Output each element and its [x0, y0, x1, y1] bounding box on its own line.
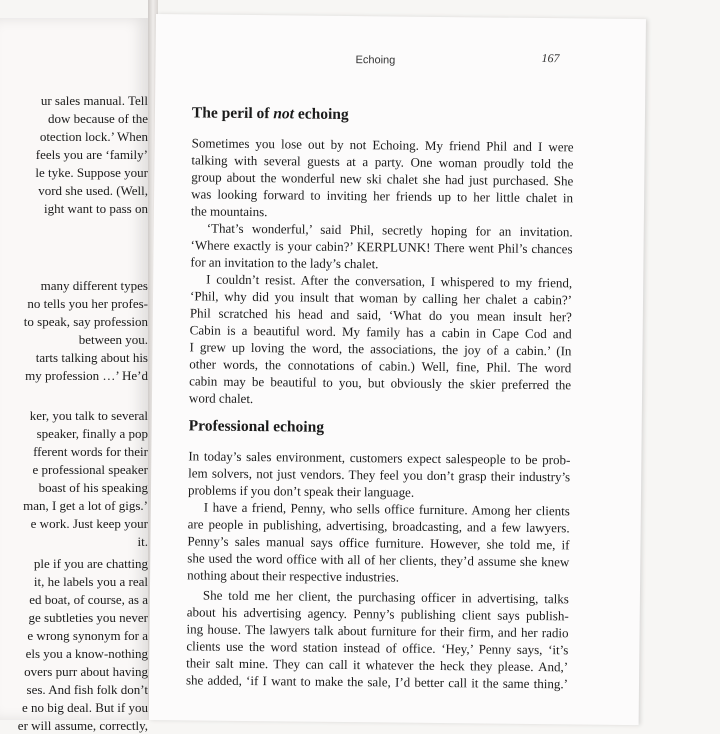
body-line: In today’s sales environment, customers expect salespeople to be prob-	[188, 448, 571, 468]
left-line: e professional speaker	[32, 462, 148, 477]
left-line: er will assume, correctly,	[17, 718, 148, 733]
page-number: 167	[541, 51, 560, 66]
left-line: ed boat, of course, as a	[29, 592, 148, 607]
body-line: I have a friend, Penny, who sells office furniture. Among her clients	[203, 499, 570, 519]
left-line: man, I get a lot of gigs.’	[23, 498, 148, 513]
left-line: vord she used. (Well,	[38, 183, 148, 198]
section-heading-professional: Professional echoing	[188, 417, 325, 436]
body-line: clients use the word station instead of office. ‘Hey,’ Penny says, ‘it’s	[186, 638, 569, 658]
left-line: tarts talking about his	[35, 350, 148, 365]
body-line: Cabin is a beautiful word. My family has a cabin in Cape Cod and	[189, 322, 572, 342]
left-line: fferent words for their	[33, 444, 148, 459]
body-line: I grew up loving the word, the associations, the joy of a cabin.’ (In	[189, 339, 572, 359]
left-line: my profession …’ He’d	[25, 368, 148, 383]
body-line: Phil scratched his head and said, ‘What do you mean insult her?	[189, 305, 572, 325]
left-line: boast of his speaking	[38, 480, 148, 495]
body-line: ing house. The lawyers talk about furniture for their firm, and her radio	[186, 621, 569, 641]
heading-text: The peril of	[191, 104, 274, 123]
section-heading-peril	[192, 104, 349, 124]
body-line: for an invitation to the lady’s chalet.	[190, 254, 379, 272]
left-line: ur sales manual. Tell	[40, 93, 148, 108]
left-line: e no big deal. But if you	[21, 700, 148, 715]
body-line: problems if you don’t speak their language.	[187, 482, 415, 500]
left-line: ker, you talk to several	[29, 408, 148, 423]
left-line: it.	[137, 534, 148, 549]
left-line: speaker, finally a pop	[36, 426, 148, 441]
left-line: e wrong synonym for a	[27, 628, 148, 643]
left-line: ge subtleties you never	[28, 610, 148, 625]
body-line: I couldn’t resist. After the conversation, I whispered to my friend,	[206, 271, 573, 291]
body-line: ‘That’s wonderful,’ said Phil, secretly hoping for an invitation.	[206, 220, 573, 240]
left-page	[0, 18, 150, 733]
body-line: word chalet.	[188, 390, 254, 407]
left-line: dow because of the	[48, 111, 148, 126]
left-line: to speak, say profession	[23, 314, 148, 329]
body-line: are people in publishing, advertising, broadcasting, and a few lawyers.	[187, 516, 570, 536]
body-line: lem solvers, not just vendors. They feel you don’t grasp their industry’s	[188, 465, 571, 485]
body-line: She told me her client, the purchasing officer in advertising, talks	[202, 587, 569, 607]
body-line: ‘Phil, why did you insult that woman by calling her chalet a cabin?’	[189, 288, 573, 308]
left-line: ight want to pass on	[44, 201, 148, 216]
heading-emphasis: not	[273, 105, 295, 123]
left-line: els you a know-nothing	[25, 646, 148, 661]
body-line: the mountains.	[190, 203, 268, 220]
left-line: ple if you are chatting	[33, 556, 148, 571]
left-line: otection lock.’ When	[39, 129, 148, 144]
body-line: their salt mine. They can call it whatever the heck they please. And,’	[186, 655, 569, 675]
left-line: between you.	[78, 332, 148, 347]
body-line: cabin may be beautiful to you, but obviously the skier preferred the	[189, 373, 572, 393]
body-line: Penny’s sales manual says office furniture. However, she told me, if	[187, 533, 570, 553]
body-line: other words, the connotations of cabin.) Well, fine, Phil. The word	[189, 356, 572, 376]
left-line: overs purr about having	[24, 664, 148, 679]
left-line: it, he labels you a real	[33, 574, 148, 589]
body-line: nothing about their respective industries.	[187, 567, 400, 585]
left-line: many different types	[40, 278, 148, 293]
body-line: Sometimes you lose out by not Echoing. My friend Phil and I were	[191, 135, 574, 155]
left-line: feels you are ‘family’	[35, 147, 148, 162]
body-line: she added, ‘if I want to make the sale, I’d better call it the same thing.’	[185, 672, 569, 692]
running-head: Echoing	[355, 54, 396, 67]
body-line: group about the wonderful new ski chalet she had just purchased. She	[191, 169, 574, 189]
left-line: no tells you her profes-	[27, 296, 148, 311]
left-line: ses. And fish folk don’t	[26, 682, 148, 697]
left-line: le tyke. Suppose your	[35, 165, 148, 180]
heading-text: echoing	[293, 105, 349, 124]
body-line: she used the word office with all of her clients, they’d assume she knew	[187, 550, 570, 570]
body-line: ‘Where exactly is your cabin?’ KERPLUNK! There went Phil’s chances	[190, 237, 573, 257]
body-line: was looking forward to inviting her friends up to her little chalet in	[191, 186, 574, 206]
left-line: e work. Just keep your	[30, 516, 148, 531]
body-line: talking with several guests at a party. One woman proudly told the	[191, 152, 574, 172]
body-line: about his advertising agency. Penny’s publishing client says publish-	[186, 604, 569, 624]
right-page	[149, 14, 646, 725]
